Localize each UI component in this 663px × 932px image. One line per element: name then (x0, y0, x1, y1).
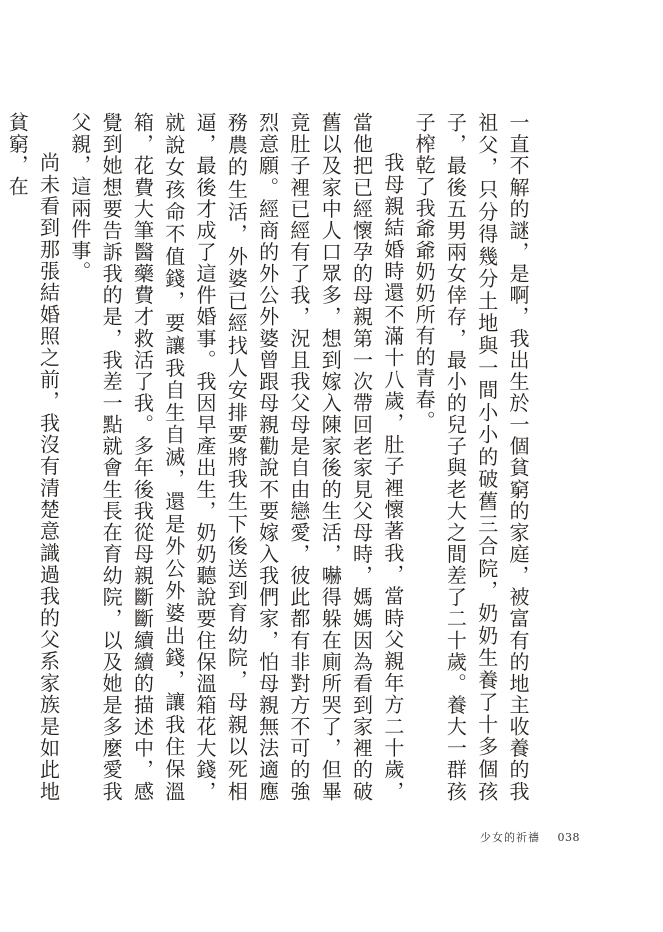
paragraph-1: 一直不解的謎，是啊，我出生於一個貧窮的家庭，被富有的地主收養的我祖父，只分得幾分土地與一間小小的破舊三合院，奶奶生養了十多個孩子，最後五男兩女倖存，最小的兒子與老大之間差了二十歲。養大一群孩子榨乾了我爺爺奶奶所有的青春。 (412, 112, 530, 802)
footer-page-number: 038 (557, 831, 580, 844)
paragraph-2: 我母親結婚時還不滿十八歲，肚子裡懷著我，當時父親年方二十歲，當他把已經懷孕的母親第一次帶回老家見父母時，媽媽因為看到家裡的破舊以及家中人口眾多，想到嫁入陳家後的生活，嚇得躲在廁所哭了，但畢竟肚子裡已經有了我，況且我父母是自由戀愛，彼此都有非對方不可的強烈意願。經商的外公外婆曾跟母親勸說不要嫁入我們家，怕母親無法適應務農的生活，外婆已經找人安排要將我生下後送到育幼院，母親以死相逼，最後才成了這件婚事。我因早產出生，奶奶聽說要住保溫箱花大錢，就說女孩命不值錢，要讓我自生自滅，還是外公外婆出錢，讓我住保溫箱，花費大筆醫藥費才救活了我。多年後我從母親斷斷續續的描述中，感覺到她想要告訴我的是，我差一點就會生長在育幼院，以及她是多麼愛我父親，這兩件事。 (67, 112, 405, 802)
vertical-text-body (5, 112, 533, 802)
paragraph-3: 尚未看到那張結婚照之前，我沒有清楚意識過我的父系家族是如此地貧窮，在 (5, 112, 61, 802)
page-footer (480, 829, 580, 845)
footer-book-title: 少女的祈禱 (480, 831, 540, 844)
